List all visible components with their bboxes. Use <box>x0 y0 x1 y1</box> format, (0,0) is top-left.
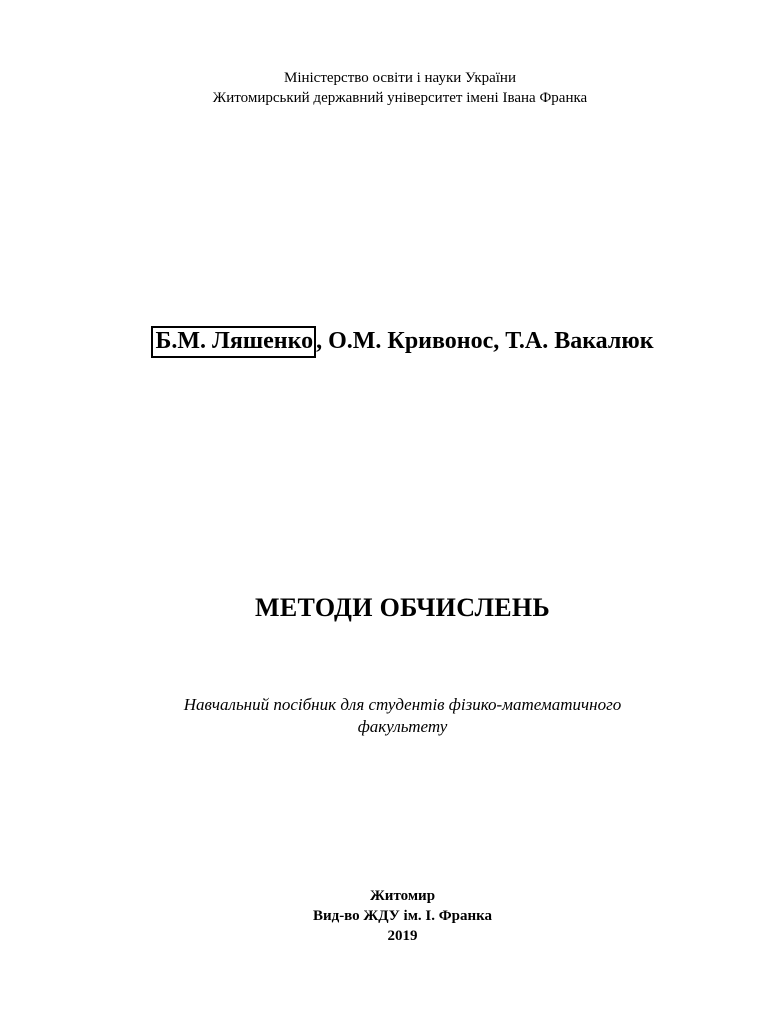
subtitle-line-1: Навчальний посібник для студентів фізико-математичного <box>183 695 622 714</box>
publisher-press: Вид-во ЖДУ ім. І. Франка <box>312 908 493 924</box>
subtitle-line-2: факультету <box>357 717 448 736</box>
book-title: МЕТОДИ ОБЧИСЛЕНЬ <box>255 593 550 622</box>
co-authors: , О.М. Кривонос, Т.А. Вакалюк <box>316 328 654 354</box>
university-name: Житомирський державний університет імені Івана Франка <box>212 90 588 106</box>
publication-year: 2019 <box>387 928 418 944</box>
publisher-city: Житомир <box>369 888 436 904</box>
publisher-block <box>0 886 768 946</box>
book-subtitle <box>0 694 768 738</box>
institution-header <box>0 68 768 108</box>
authors-line <box>0 325 768 357</box>
author-highlighted: Б.М. Ляшенко <box>151 326 316 358</box>
ministry-name: Міністерство освіти і науки України <box>283 70 516 86</box>
